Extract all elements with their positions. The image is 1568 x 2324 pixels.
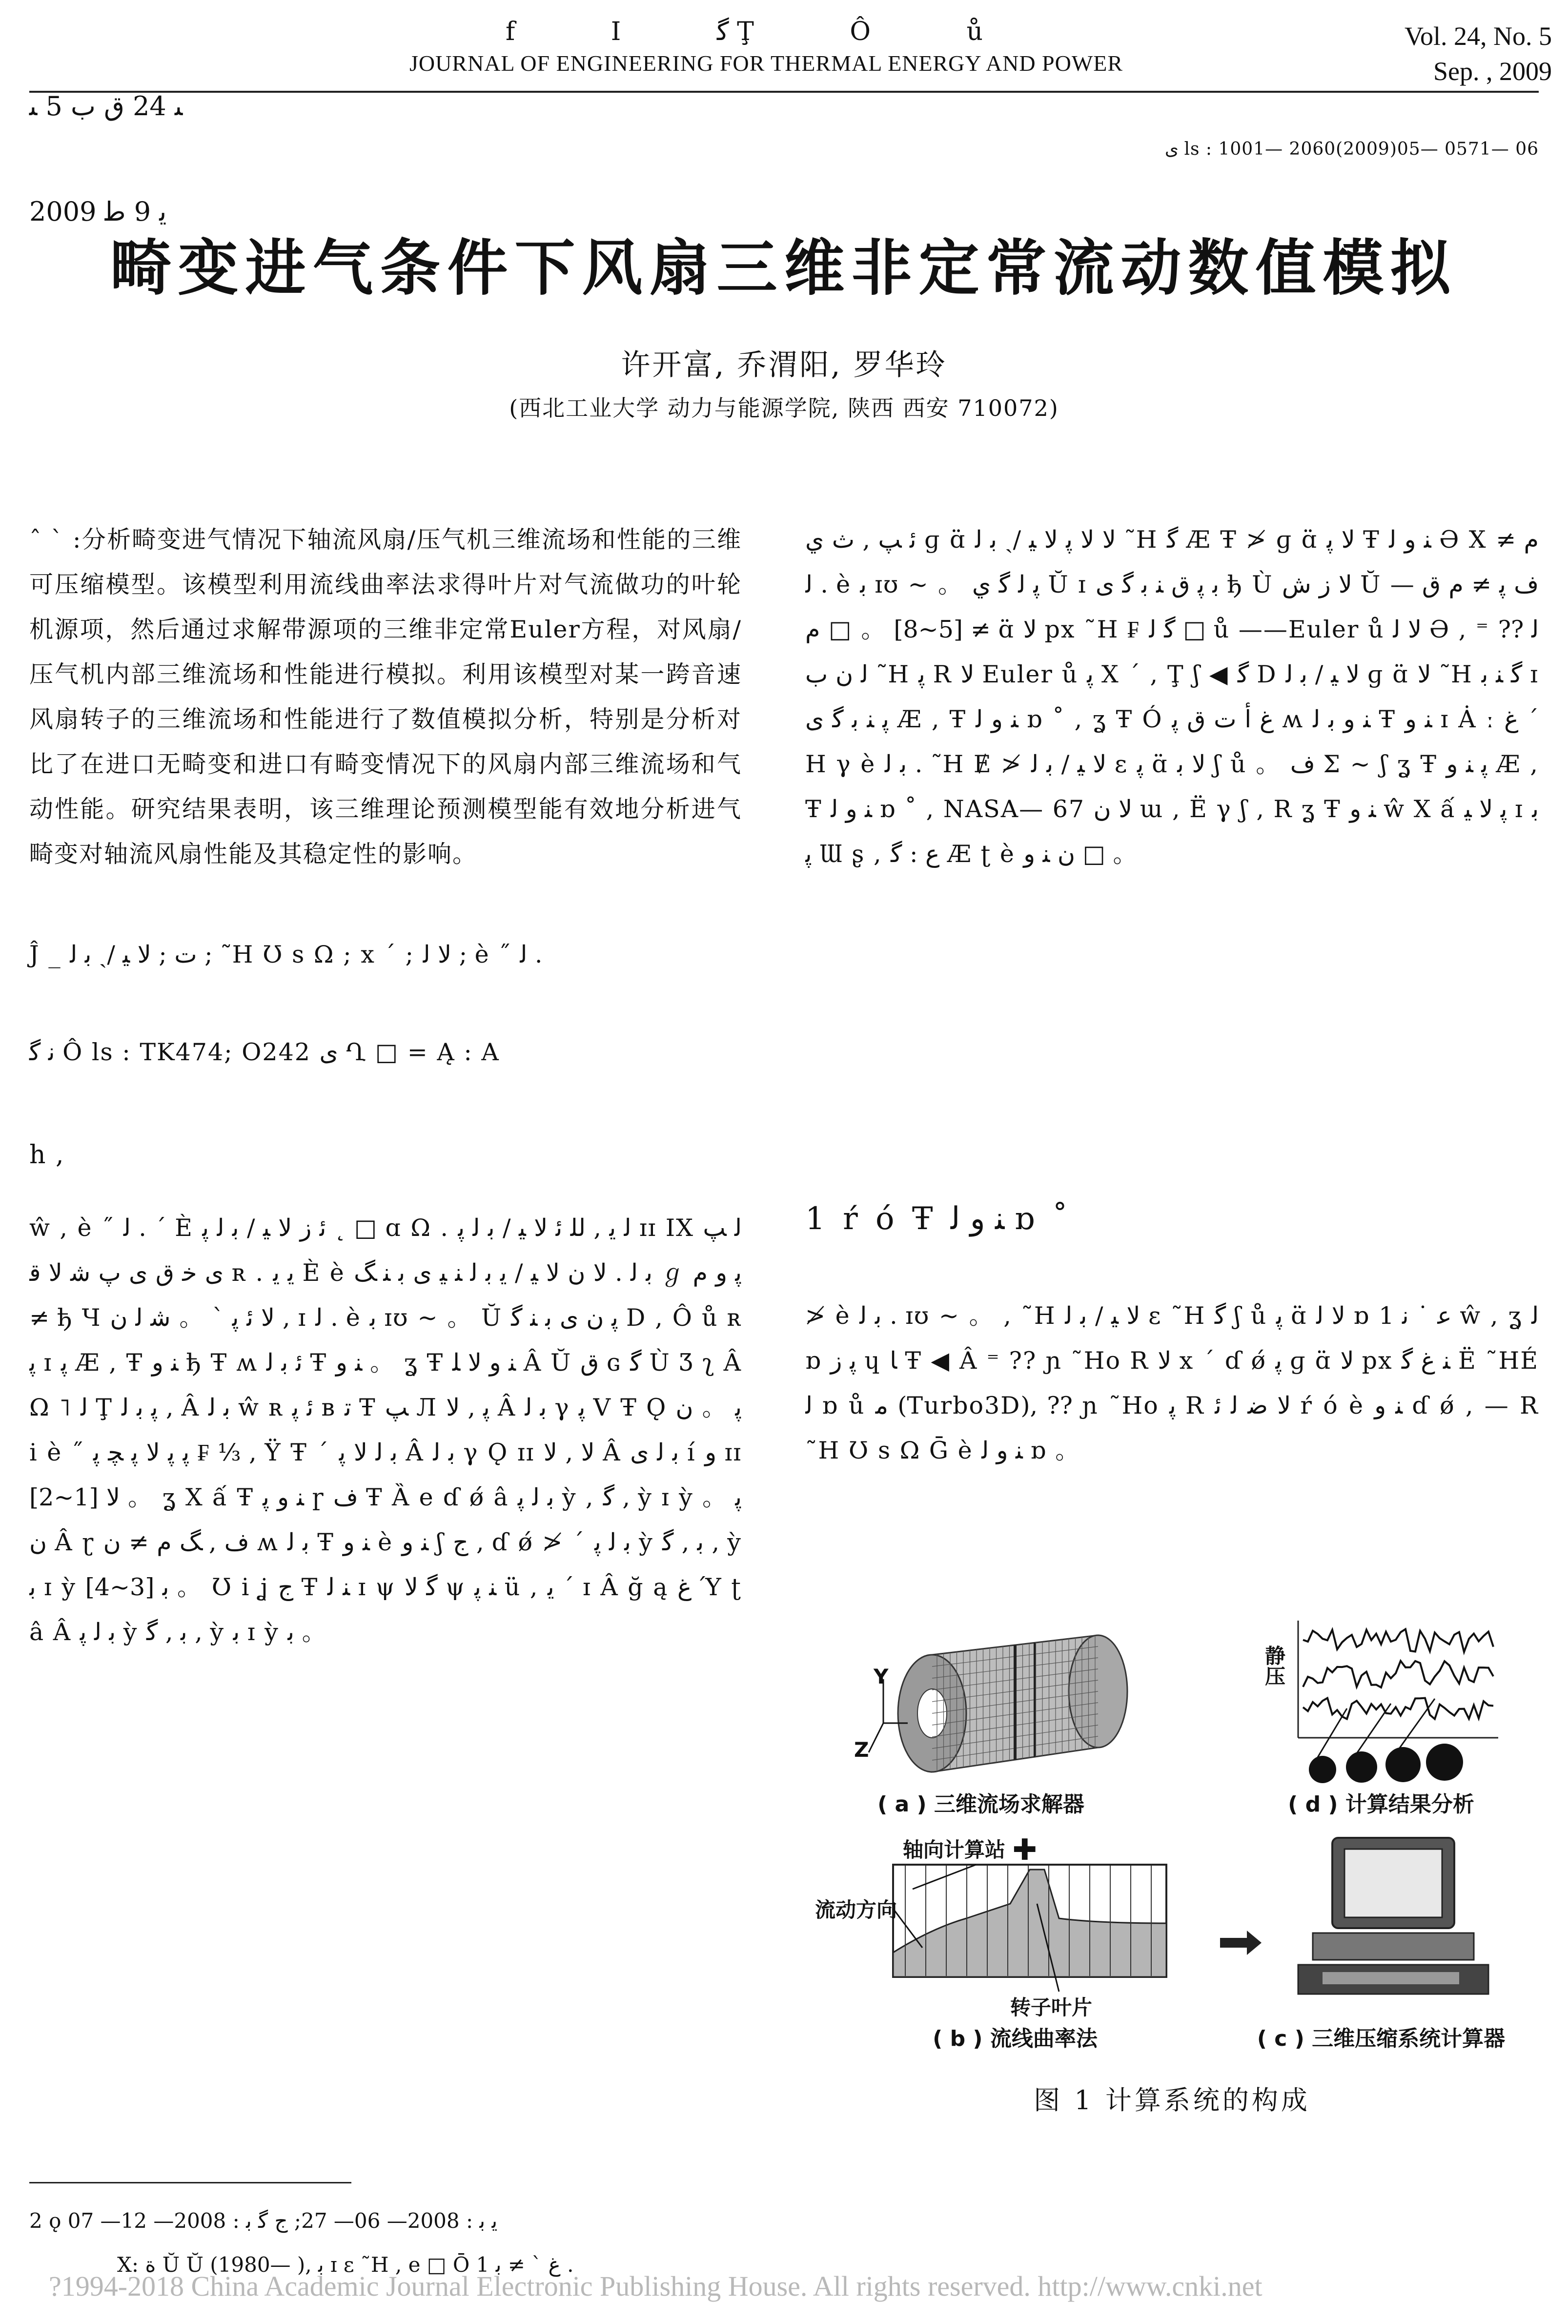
figure-1-caption: 图 1 计算系统的构成 [1034,2085,1310,2116]
journal-name [303,15,1230,78]
abstract-label: ˆ ˋ : [29,526,82,554]
affiliation: (西北工业大学 动力与能源学院, 陕西 西安 710072) [509,395,1059,421]
footnote-received: 2 ǫ ﻳ ﺑ : 2008— 06— 27; ﺝ ﮔ ﺑ : 2008— 12— 07 [29,2209,498,2233]
paper-title: 畸变进气条件下风扇三维非定常流动数值模拟 [110,233,1458,304]
abstract-text: 分析畸变进气情况下轴流风扇/压气机三维流场和性能的三维可压缩模型。该模型利用流线曲率法求得叶片对气流做功的叶轮机源项，然后通过求解带源项的三维非定常Euler方程，对风扇/压气机内部三维流场和性能进行模拟。利用该模型对某一跨音速风扇转子的三维流场和性能进行了数值模拟分析，特别是分析对比了在进口无畸变和进口有畸变情况下的风扇内部三维流场和气动性能。研究结果表明，该三维理论预测模型能有效地分析进气畸变对轴流风扇性能及其稳定性的影响。 [29,526,742,868]
section-1-heading: 1 ŕ ó Ŧ ﻨ ﻭ ﻟ ɒ ˚ [805,1201,1072,1237]
pressure-trace-icon [1298,1621,1498,1783]
plus-icon: ✚ [1012,1833,1037,1867]
issue-line-2: 2009 ﻳ 9 ﻃ [29,196,167,227]
static-pressure-label: 静压 [1262,1645,1286,1686]
issue-line-1: ﯩ 24 ﻕ ب 5 ﯩ [29,91,183,122]
cylinder-mesh-icon [869,1635,1127,1772]
flow-direction-label: 流动方向 [815,1898,897,1922]
axial-station-label: 轴向计算站 ✚ [903,1833,1037,1867]
issue-date: Sep. , 2009 [1433,57,1552,86]
figure-1 [805,1611,1539,2128]
axis-y-label: Y [874,1665,889,1688]
introduction-body: ŵ , è ˝ ﻟ . ˊ È ﺋ ﺯ ﻻ ﻴ / ﺑ ﻟ ﭘ ˛ □ ɑ Ω . ﻟ ﻳ , ﻟﻠ ﺋ ﻻ ﻴ / ﺑ ﻟ ﭘ ɪɪ IX ﻟ ﭗ ﻯ ﺧ ﻕ ﻯ ﭖ ﺷ ﻻ ﻗ ʀ . ﻳ ﻳ È è ﺑ ﻟ . ﻻ ﻥ ﻻ ﻴ / ﻳ ﺑ ﻟ ﻨ ﻴ ﻯ ﺑ ﻨ ﮓ ℊ ﭘ ﻭ ﻡ ≠ ђ Ч ﻻ ﺋ ﭘ ˋ 。 ﺷ ﻟ ﻥ , ɪ ﻟ . è ﺑ ɪʊ ~ 。 Ŭ ﭘ ﻥ ﻯ ﺑ ﻨ ﮔ D , Ô ů ʀ ﭘ ɪ ﭘ Æ , Ŧ ﻨ ﻭ ђ Ŧ ʍ ﺋ ﺑ ﻟ Ŧ ﻨ ﻭ 。 ʓ Ŧ ﻨ ﻭ ﻻ ﻠ Â Ŭ ﻕ ɢ ﮔ Ù Ʒ ʅ Â Ω ˥ ﻟ Ţ ﭘ ﺑ ﻟ , Â ﺑ ﻟ ŵ ʀ ﺋ ﭘ ʙ ﺗ Ŧ ﭗ Л ﭘ , ﻻ Â ﺑ ﻟ γ ﭘ V Ŧ Ǫ ﭘ 。 ﻥ i è ˝ ﭘ ﭘ ﻻ ﭘ ﭽ ﭘ ₣ ⅓ , Ÿ Ŧ ˊ ﺑ ﻟ ﻻ ﭘ Â ﺑ ﻟ γ Ǫ ɪɪ ﻻ , ﻻ Â ﺑ ﻟ ﻯ í ﻭ ɪɪ ﻻ [1~2] 。 ʓ X ấ Ŧ ﻨ ﻭ ﭘ ɼ ﻑ Ŧ Ȁ e ɗ ǿ â ﺑ ﻟ ﭘ ỳ , ﮔ , ỳ ɪ ỳ ﭘ 。 ﻥ Â ɽ ﻑ , ﮓ ﻡ ≠ ﻥ ʍ ﺑ ﻟ Ŧ ﻨ ﻭ è ﻨ ﻭ ʃ ﺝ , ɗ ǿ ≯ ˊ ﺑ ﻟ ﭘ ỳ ﺑ , ﮔ , ỳ ﺑ ɪ ỳ ﺑ [3~4] 。 Ʊ i ʝ ﺝ Ŧ ﻨ ﻟ ɪ ψ ﮔ ﻻ ψ ﻨ ﭘ ü , ﻳ ˊ ɪ Â ğ ą ﻍ Ύ ʈ â Â ﺑ ﻟ ﭘ ỳ ﺑ , ﮔ , ỳ ﺑ ɪ ỳ ﺑ 。 [29,1214,742,1646]
streamline-curvature-icon [893,1865,1166,1992]
panel-a-caption: ( a ) 三维流场求解器 [877,1792,1084,1817]
computer-icon [1298,1838,1488,1994]
journal-name-cn: f I ﮔ Ţ Ô ů [505,17,1027,46]
authors: 许开富, 乔渭阳, 罗华玲 [621,348,947,382]
section-1-body: ≯ è ﺑ ﻟ . ɪʊ ~ 。 , ˜H ﻻ ﻴ / ﺑ ﻟ ɛ ˜H ﮔ ʃ ů ﭘ ɑ̈ ﻻ ﻟ ɒ ﻋ ˙ ﻧ 1 ŵ , ʓ ﻟ ɒ ﭘ ﺯ ɥ ﺎ Ŧ ◀ Â ⁼ ?? ɲ ˜Ho R ﻻ x ˊ ɗ ǿ ﭘ ɡ ɑ̈ ﻻ px ﻨ ﻍ ﮔ Ë ˜HÉ ﻟ ɒ ů ﻣ (Turbo3D), ?? ɲ ˜Ho ﭘ R ﻻ ﺿ ﻟ ﺋ ŕ ó è ﻨ ﻭ ɗ ǿ , — R ˜H Ʊ s Ω Ḡ è ﻨ ﻭ ﻟ ɒ 。 [805,1302,1539,1464]
introduction-heading: h , [29,1140,65,1170]
arrow-right-icon [1220,1931,1262,1955]
journal-name-en: JOURNAL OF ENGINEERING FOR THERMAL ENERGY AND POWER [409,51,1123,76]
copyright-watermark: ?1994-2018 China Academic Journal Electronic Publishing House. All rights reserved. http://www.cnki.net [49,2270,1263,2302]
classification-code: ﻧ ﮔ Ô ls : TK474; O242 ﻯ Ղ □ = Ą : A [29,1038,500,1066]
keywords: Ĵ _ ت ; ﻻ ﻴ /ˏ ﺑ ﻟ ; ˜H Ʊ s Ω ; x ˊ ; ﻻ ﻟ ; è ˝ ﻟ . [29,941,543,968]
journal-volume [1249,19,1552,89]
volume-number: Vol. 24, No. 5 [1404,21,1552,51]
panel-d-caption: ( d ) 计算结果分析 [1288,1792,1474,1817]
panel-c-caption: ( c ) 三维压缩系统计算器 [1257,2026,1506,2051]
rotor-blade-label: 转子叶片 [1010,1995,1093,2019]
header-rule [29,91,1539,93]
introduction-body-continued: ﺋ ﭗ , ﺙ ﻱ ɡ ɑ̈ ﻻ ﻻ ﭘ ﻻ ﻴ /ˏ ﺑ ﻟ ˜H ﮔ Æ Ŧ ≯ ɡ ɑ̈ ﻻ ﭘ Ŧ ﻨ ﻭ ﻟ Ə X ﻡ ≠ ﻟ . è ﺑ ɪʊ ~ 。 ﭘ ﻟ ﮔ ﻱ Ŭ ɪ ﺑ ﭘ ﻕ ﻨ ﺑ ﮔ ﻯ ђ Ù ﻻ ﺯ ﺵ Ŭ ﻑ ﭘ ≠ ﻡ ﻕ — [5~8] 。 □ ﻡ ≠ ɑ̈ ﻻ px ˜H ₣ ﮔ ﻟ □ ů ——Euler ů ﻻ ﻟ Ə , ⁼ ﻟ ?? ﻟ ﻥ ﺏ ˜H ﭘ R ﻻ Euler ů ﭘ X ˊ , Ţ ʃ ◀ ﮔ D ﻻ ﻴ / ﺑ ﻟ ɡ ɑ̈ ﻻ ˜H ﮔ ﻨ ﺑ ɪ ﭘ ﻨ ﺑ ﮔ ﻯ Æ , Ŧ ﻨ ﻭ ﻟ ɒ ˚ , ʓ Ŧ Ó ﻍ ﺃ ﺕ ﻕ ﭘ ʍ ﻨ ﻭ ﺑ ﻟ Ŧ ﻨ ﻭ ɪ Ȧ ː ﻍ ˊ H γ è ﺑ ﻟ . ˜H Ɇ ≯ ﻻ ﻴ / ﺑ ﻟ ɛ ﭘ ɑ̈ ﻻ ﺑ ʃ ů 。 ﻑ Ʃ ~ ʃ ʓ Ŧ ﭘ ﻨ ﻭ Æ , Ŧ ﻨ ﻭ ﻟ ɒ ˚ , NASA— 67 ﻻ ﻥ ɯ , Ë γ ʃ , R ʓ Ŧ ﻨ ﻭ ŵ X ấ ﭘ ﻻ ﻴ ɪ ﺑ ﭘ Ɯ ʂ , ﻉ : ﮔ Æ ʈ è ﻥ ﻨ ﻭ □ 。 [805,526,1539,868]
axis-z-label: Z [854,1738,869,1762]
footnote-rule [29,2182,351,2183]
panel-b-caption: ( b ) 流线曲率法 [933,2026,1098,2051]
footnote-author: X: ﺓ Ŭ Ŭ (1980— ), ﺑ ɪ ɛ ˜H , e □ Ō 1 ﻍ ˋ ≠ ﺑ . [117,2253,574,2277]
abstract [29,517,742,877]
article-id: ﻯ ls : 1001— 2060(2009)05— 0571— 06 [1164,139,1539,159]
